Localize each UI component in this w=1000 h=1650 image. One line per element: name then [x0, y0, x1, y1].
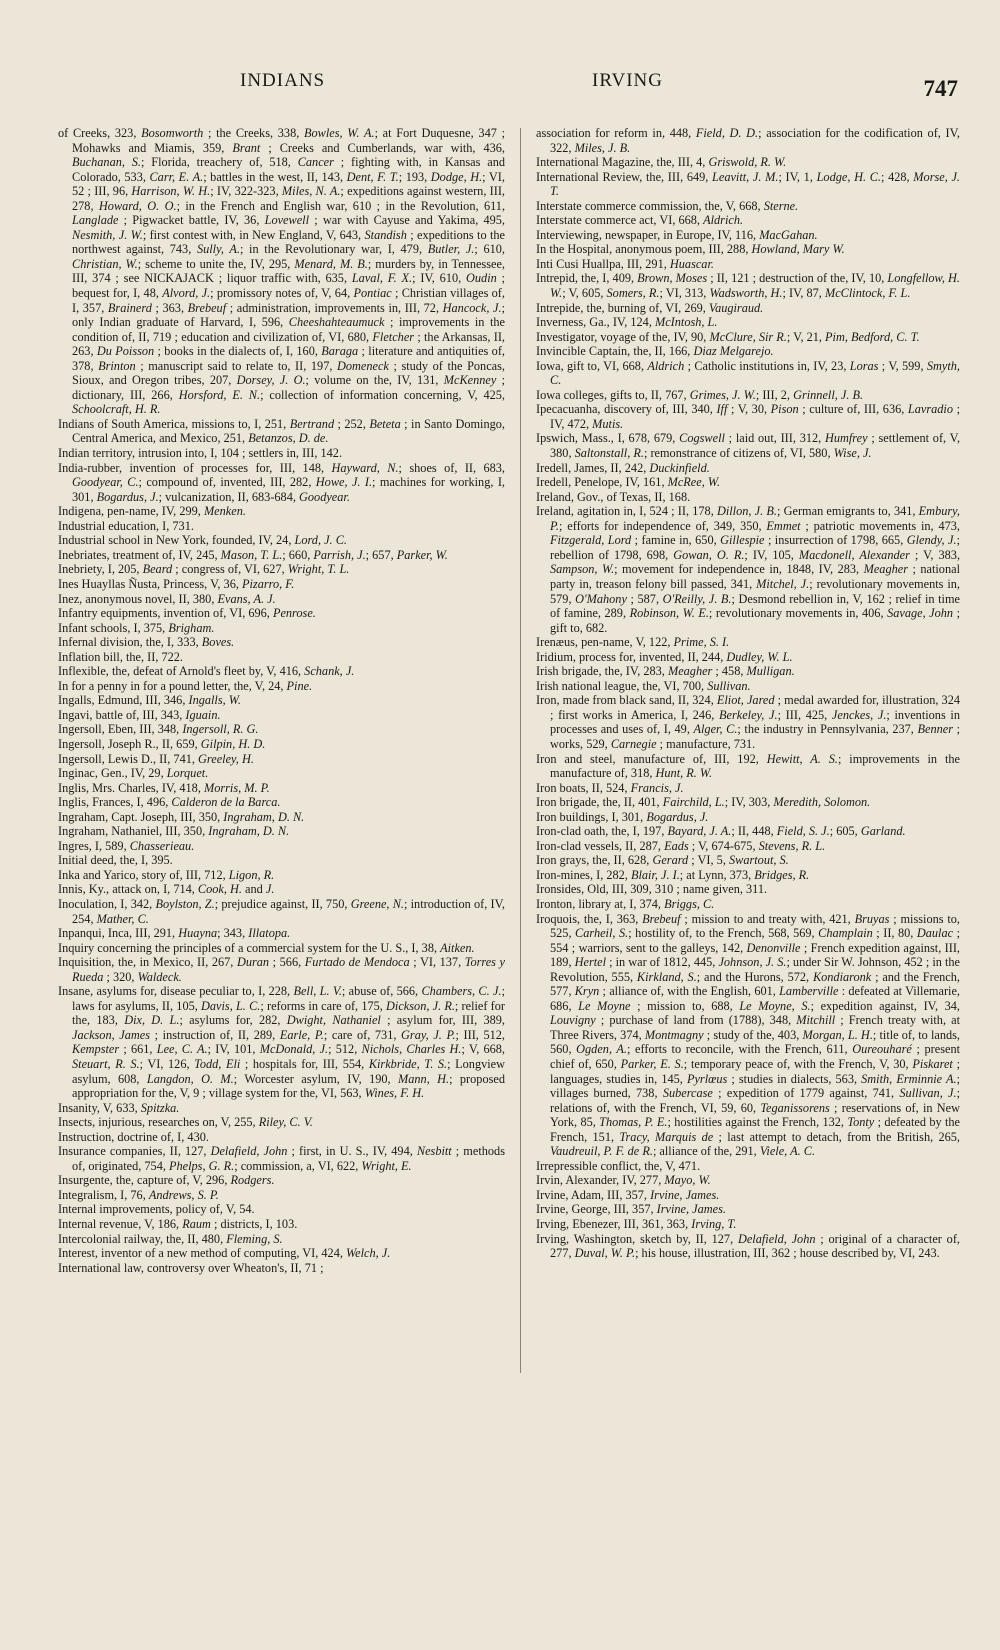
- index-entry: Interest, inventor of a new method of computing, VI, 424, Welch, J.: [58, 1246, 391, 1261]
- index-entry: Inez, anonymous novel, II, 380, Evans, A. J.: [58, 591, 276, 606]
- index-entry: association for reform in, 448, Field, D. D.; association for the codification of, IV, 322, Miles, J. B.: [536, 126, 960, 155]
- index-entry: Inka and Yarico, story of, III, 712, Ligon, R.: [58, 867, 275, 882]
- index-entry: Instruction, doctrine of, I, 430.: [58, 1129, 209, 1144]
- index-entry: Ironsides, Old, III, 309, 310 ; name given, 311.: [536, 882, 768, 897]
- index-entry: Inflation bill, the, II, 722.: [58, 649, 183, 664]
- index-entry: Ingres, I, 589, Chasserieau.: [58, 838, 195, 853]
- index-entry: Irving, Washington, sketch by, II, 127, Delafield, John ; original of a character of, 277, Duval, W. P.; his house, illustration, III, 362 ; house described by, VI, 243.: [536, 1231, 960, 1261]
- index-entry: Infantry equipments, invention of, VI, 696, Penrose.: [58, 606, 316, 621]
- index-entry: Ireland, Gov., of Texas, II, 168.: [536, 489, 691, 504]
- right-column: [536, 126, 960, 1261]
- index-entry: Irish national league, the, VI, 700, Sullivan.: [536, 678, 751, 693]
- index-entry: Iron brigade, the, II, 401, Fairchild, L.; IV, 303, Meredith, Solomon.: [536, 795, 871, 810]
- index-entry: Inquisition, the, in Mexico, II, 267, Duran ; 566, Furtado de Mendoca ; VI, 137, Torres y Rueda ; 320, Waldeck.: [58, 955, 505, 984]
- index-entry: Insanity, V, 633, Spitzka.: [58, 1100, 180, 1115]
- index-entry: Inginac, Gen., IV, 29, Lorquet.: [58, 766, 209, 781]
- index-entry: Iowa colleges, gifts to, II, 767, Grimes, J. W.; III, 2, Grinnell, J. B.: [536, 387, 864, 402]
- index-entry: Irenæus, pen-name, V, 122, Prime, S. I.: [536, 635, 730, 650]
- index-entry: Iron buildings, I, 301, Bogardus, J.: [536, 809, 709, 824]
- index-entry: Iron, made from black sand, II, 324, Eliot, Jared ; medal awarded for, illustration, 324 ; first works in America, I, 246, Berkeley, J.; III, 425, Jenckes, J.; inventions in processes and uses of, I, 49, Alger, C.; the industry in Pennsylvania, 237, Benner ; works, 529, Carnegie ; manufacture, 731.: [536, 693, 960, 751]
- index-entry: Indians of South America, missions to, I, 251, Bertrand ; 252, Beteta ; in Santo Domingo, Central America, and Mexico, 251, Betanzos, D. de.: [58, 416, 505, 446]
- index-entry: Inflexible, the, defeat of Arnold's fleet by, V, 416, Schank, J.: [58, 664, 355, 679]
- index-entry: Irish brigade, the, IV, 283, Meagher ; 458, Mulligan.: [536, 664, 795, 679]
- left-column: [58, 126, 505, 1275]
- index-entry: Irrepressible conflict, the, V, 471.: [536, 1158, 701, 1173]
- index-entry: Ingersoll, Eben, III, 348, Ingersoll, R. G.: [58, 722, 259, 737]
- index-entry: Inti Cusi Huallpa, III, 291, Huascar.: [536, 256, 714, 271]
- page-number: 747: [923, 76, 958, 101]
- index-entry: Inglis, Mrs. Charles, IV, 418, Morris, M. P.: [58, 780, 270, 795]
- index-entry: In for a penny in for a pound letter, the, V, 24, Pine.: [58, 678, 313, 693]
- index-entry: Insurgente, the, capture of, V, 296, Rodgers.: [58, 1173, 275, 1188]
- index-entry: Ingavi, battle of, III, 343, Iguain.: [58, 707, 221, 722]
- index-entry: Insurance companies, II, 127, Delafield, John ; first, in U. S., IV, 494, Nesbitt ; methods of, originated, 754, Phelps, G. R.; commission, a, VI, 622, Wright, E.: [58, 1144, 505, 1173]
- index-entry: Intercolonial railway, the, II, 480, Fleming, S.: [58, 1231, 283, 1246]
- index-entry: Iron grays, the, II, 628, Gerard ; VI, 5, Swartout, S.: [536, 853, 789, 868]
- index-entry: Iron boats, II, 524, Francis, J.: [536, 780, 684, 795]
- index-entry: Iron and steel, manufacture of, III, 192, Hewitt, A. S.; improvements in the manufacture of, 318, Hunt, R. W.: [536, 751, 960, 781]
- index-entry: Infant schools, I, 375, Brigham.: [58, 620, 215, 635]
- index-entry: Insane, asylums for, disease peculiar to, I, 228, Bell, L. V.; abuse of, 566, Chambers, C. J.; laws for asylums, II, 105, Davis, L. C.; reforms in care of, 175, Dickson, J. R.; relief for the, 183, Dix, D. L.; asylums for, 282, Dwight, Nathaniel ; asylum for, III, 389, Jackson, James ; instruction of, II, 289, Earle, P.; care of, 731, Gray, J. P.; III, 512, Kempster ; 661, Lee, C. A.; IV, 101, McDonald, J.; 512, Nichols, Charles H.; V, 668, Steuart, R. S.; VI, 126, Todd, Eli ; hospitals for, III, 554, Kirkbride, T. S.; Longview asylum, 608, Langdon, O. M.; Worcester asylum, IV, 190, Mann, H.; proposed appropriation for the, V, 9 ; village system for the, VI, 563, Wines, F. H.: [58, 984, 506, 1101]
- index-entry: Innis, Ky., attack on, I, 714, Cook, H. and J.: [58, 882, 275, 897]
- index-entry: Interviewing, newspaper, in Europe, IV, 116, MacGahan.: [536, 227, 818, 242]
- index-entry: Industrial education, I, 731.: [58, 518, 194, 533]
- index-entry: Intrepide, the, burning of, VI, 269, Vaugiraud.: [536, 300, 764, 315]
- index-entry: Inquiry concerning the principles of a commercial system for the U. S., I, 38, Aitken.: [58, 940, 475, 955]
- index-entry: Ingalls, Edmund, III, 346, Ingalls, W.: [58, 693, 241, 708]
- column-divider: [520, 128, 521, 1373]
- running-head-left: INDIANS: [240, 70, 326, 91]
- index-entry: Ingersoll, Joseph R., II, 659, Gilpin, H. D.: [58, 736, 266, 751]
- index-entry: Iowa, gift to, VI, 668, Aldrich ; Catholic institutions in, IV, 23, Loras ; V, 599, Smyth, C.: [536, 358, 960, 388]
- index-entry: Ipecacuanha, discovery of, III, 340, Iff ; V, 30, Pison ; culture of, III, 636, Lavradio ; IV, 472, Mutis.: [536, 402, 960, 431]
- index-entry: Investigator, voyage of the, IV, 90, McClure, Sir R.; V, 21, Pim, Bedford, C. T.: [536, 329, 920, 344]
- index-entry: Interstate commerce commission, the, V, 668, Sterne.: [536, 198, 799, 213]
- index-entry: Inebriates, treatment of, IV, 245, Mason, T. L.; 660, Parrish, J.; 657, Parker, W.: [58, 547, 448, 562]
- index-entry: Intrepid, the, I, 409, Brown, Moses ; II, 121 ; destruction of the, IV, 10, Longfellow, H. W.; V, 605, Somers, R.; VI, 313, Wadsworth, H.; IV, 87, McClintock, F. L.: [536, 271, 960, 301]
- index-entry: Iredell, James, II, 242, Duckinfield.: [536, 460, 710, 475]
- index-entry: International Magazine, the, III, 4, Griswold, R. W.: [536, 155, 787, 170]
- index-entry: Interstate commerce act, VI, 668, Aldrich.: [536, 213, 744, 228]
- index-entry: Integralism, I, 76, Andrews, S. P.: [58, 1187, 219, 1202]
- index-entry: Inpanqui, Inca, III, 291, Huayna; 343, Illatopa.: [58, 926, 291, 941]
- index-entry: Infernal division, the, I, 333, Boves.: [58, 635, 235, 650]
- index-entry: Irvine, George, III, 357, Irvine, James.: [536, 1202, 726, 1217]
- index-entry: Irvine, Adam, III, 357, Irvine, James.: [536, 1187, 720, 1202]
- running-head-right: IRVING: [592, 70, 663, 91]
- index-entry: Iron-clad vessels, II, 287, Eads ; V, 674-675, Stevens, R. L.: [536, 838, 826, 853]
- index-entry: Ines Huayllas Ñusta, Princess, V, 36, Pizarro, F.: [58, 576, 295, 591]
- index-entry: Inebriety, I, 205, Beard ; congress of, VI, 627, Wright, T. L.: [58, 562, 350, 577]
- index-entry: Ingersoll, Lewis D., II, 741, Greeley, H.: [58, 751, 254, 766]
- index-entry: Ireland, agitation in, I, 524 ; II, 178, Dillon, J. B.; German emigrants to, 341, Embury, P.; efforts for independence of, 349, 350, Emmet ; patriotic movements in, 473, Fitzgerald, Lord ; famine in, 650, Gillespie ; insurrection of 1798, 665, Glendy, J.; rebellion of 1798, 698, Gowan, O. R.; IV, 105, Macdonell, Alexander ; V, 383, Sampson, W.; movement for independence in, 1848, IV, 283, Meagher ; national party in, treason felony bill passed, 341, Mitchel, J.; revolutionary movements in, 579, O'Mahony ; 587, O'Reilly, J. B.; Desmond rebellion in, V, 162 ; relief in time of famine, 289, Robinson, W. E.; revolutionary movements in, 406, Savage, John ; gift to, 682.: [536, 504, 961, 635]
- index-entry: Iron-clad oath, the, I, 197, Bayard, J. A.; II, 448, Field, S. J.; 605, Garland.: [536, 824, 906, 839]
- index-entry: International Review, the, III, 649, Leavitt, J. M.; IV, 1, Lodge, H. C.; 428, Morse, J. T.: [536, 169, 960, 199]
- index-entry: Inglis, Frances, I, 496, Calderon de la Barca.: [58, 795, 281, 810]
- index-entry: Iroquois, the, I, 363, Brebeuf ; mission to and treaty with, 421, Bruyas ; missions to, 525, Carheil, S.; hostility of, to the French, 568, 569, Champlain ; II, 80, Daulac ; 554 ; warriors, sent to the galleys, 142, Denonville ; French expedition against, III, 189, Hertel ; in war of 1812, 445, Johnson, J. S.; under Sir W. Johnson, 452 ; in the Revolution, 555, Kirkland, S.; and the Hurons, 572, Kondiaronk ; and the French, 577, Kryn ; alliance of, with the English, 601, Lamberville : defeated at Villemarie, 686, Le Moyne ; mission to, 688, Le Moyne, S.; expedition against, IV, 34, Louvigny ; purchase of land from (1788), 348, Mitchill ; French treaty with, at Three Rivers, 374, Montmagny ; study of the, 403, Morgan, L. H.; title of, to lands, 560, Ogden, A.; efforts to reconcile, with the French, 611, Oureouharé ; present chief of, 650, Parker, E. S.; temporary peace of, with the French, V, 30, Piskaret ; languages, studies in, 145, Pyrlœus ; studies in dialects, 563, Smith, Erminnie A.; villages burned, 738, Subercase ; expedition of 1779 against, 741, Sullivan, J.; relations of, with the French, VI, 59, 60, Teganissorens ; reservations of, in New York, 85, Thomas, P. E.; hostilities against the French, 132, Tonty ; defeated by the French, 151, Tracy, Marquis de ; last attempt to detach, from the British, 265, Vaudreuil, P. F. de R.; alliance of the, 291, Viele, A. C.: [536, 911, 961, 1159]
- index-entry: Irving, Ebenezer, III, 361, 363, Irving, T.: [536, 1217, 737, 1232]
- index-entry: India-rubber, invention of processes for, III, 148, Hayward, N.; shoes of, II, 683, Goodyear, C.; compound of, invented, III, 282, Howe, J. I.; machines for working, I, 301, Bogardus, J.; vulcanization, II, 683-684, Goodyear.: [58, 460, 505, 504]
- index-entry: Ipswich, Mass., I, 678, 679, Cogswell ; laid out, III, 312, Humfrey ; settlement of, V, 380, Saltonstall, R.; remonstrance of citizens of, VI, 580, Wise, J.: [536, 431, 961, 461]
- index-entry: Internal improvements, policy of, V, 54.: [58, 1202, 255, 1217]
- index-entry: Inverness, Ga., IV, 124, McIntosh, L.: [536, 315, 718, 330]
- index-entry: Inoculation, I, 342, Boylston, Z.; prejudice against, II, 750, Greene, N.; introduction of, IV, 254, Mather, C.: [58, 896, 505, 926]
- index-entry: Irvin, Alexander, IV, 277, Mayo, W.: [536, 1173, 711, 1188]
- index-entry: Ingraham, Capt. Joseph, III, 350, Ingraham, D. N.: [58, 809, 305, 824]
- index-entry: Ironton, library at, I, 374, Briggs, C.: [536, 896, 715, 911]
- index-entry: of Creeks, 323, Bosomworth ; the Creeks, 338, Bowles, W. A.; at Fort Duquesne, 347 ; Mohawks and Miamis, 359, Brant ; Creeks and Cumberlands, war with, 436, Buchanan, S.; Florida, treachery of, 518, Cancer ; fighting with, in Kansas and Colorado, 533, Carr, E. A.; battles in the west, II, 143, Dent, F. T.; 193, Dodge, H.; VI, 52 ; III, 96, Harrison, W. H.; IV, 322-323, Miles, N. A.; expeditions against western, III, 278, Howard, O. O.; in the French and English war, 610 ; in the Revolution, 611, Langlade ; Pigwacket battle, IV, 36, Lovewell ; war with Cayuse and Yakima, 495, Nesmith, J. W.; first contest with, in New England, V, 643, Standish ; expeditions to the northwest against, 743, Sully, A.; in the Revolutionary war, I, 479, Butler, J.; 610, Christian, W.; scheme to unite the, IV, 295, Menard, M. B.; murders by, in Tennessee, III, 374 ; see NICKAJACK ; liquor traffic with, 635, Laval, F. X.; IV, 610, Oudin ; bequest for, I, 48, Alvord, J.; promissory notes of, V, 64, Pontiac ; Christian villages of, I, 357, Brainerd ; 363, Brebeuf ; administration, improvements in, III, 72, Hancock, J.; only Indian graduate of Harvard, I, 596, Cheeshahteaumuck ; improvements in the condition of, II, 719 ; education and civilization of, VI, 680, Fletcher ; the Arkansas, II, 263, Du Poisson ; books in the dialects of, I, 160, Baraga ; literature and antiquities of, 378, Brinton ; manuscript said to relate to, II, 197, Domeneck ; study of the Poncas, Sioux, and Oregon tribes, 207, Dorsey, J. O.; volume on the, IV, 131, McKenney ; dictionary, III, 266, Horsford, E. N.; collection of information concerning, V, 425, Schoolcraft, H. R.: [58, 126, 506, 417]
- index-entry: Iredell, Penelope, IV, 161, McRee, W.: [536, 475, 721, 490]
- index-entry: International law, controversy over Wheaton's, II, 71 ;: [58, 1260, 324, 1275]
- index-entry: Indian territory, intrusion into, I, 104 ; settlers in, III, 142.: [58, 446, 343, 461]
- index-entry: Insects, injurious, researches on, V, 255, Riley, C. V.: [58, 1115, 313, 1130]
- index-entry: Iron-mines, I, 282, Blair, J. I.; at Lynn, 373, Bridges, R.: [536, 867, 810, 882]
- index-entry: Internal revenue, V, 186, Raum ; districts, I, 103.: [58, 1217, 298, 1232]
- index-entry: Invincible Captain, the, II, 166, Diaz Melgarejo.: [536, 344, 774, 359]
- index-entry: Iridium, process for, invented, II, 244, Dudley, W. L.: [536, 649, 793, 664]
- index-entry: Industrial school in New York, founded, IV, 24, Lord, J. C.: [58, 533, 347, 548]
- index-entry: Indigena, pen-name, IV, 299, Menken.: [58, 504, 246, 519]
- index-entry: Initial deed, the, I, 395.: [58, 853, 173, 868]
- index-entry: In the Hospital, anonymous poem, III, 288, Howland, Mary W.: [536, 242, 845, 257]
- index-entry: Ingraham, Nathaniel, III, 350, Ingraham, D. N.: [58, 824, 290, 839]
